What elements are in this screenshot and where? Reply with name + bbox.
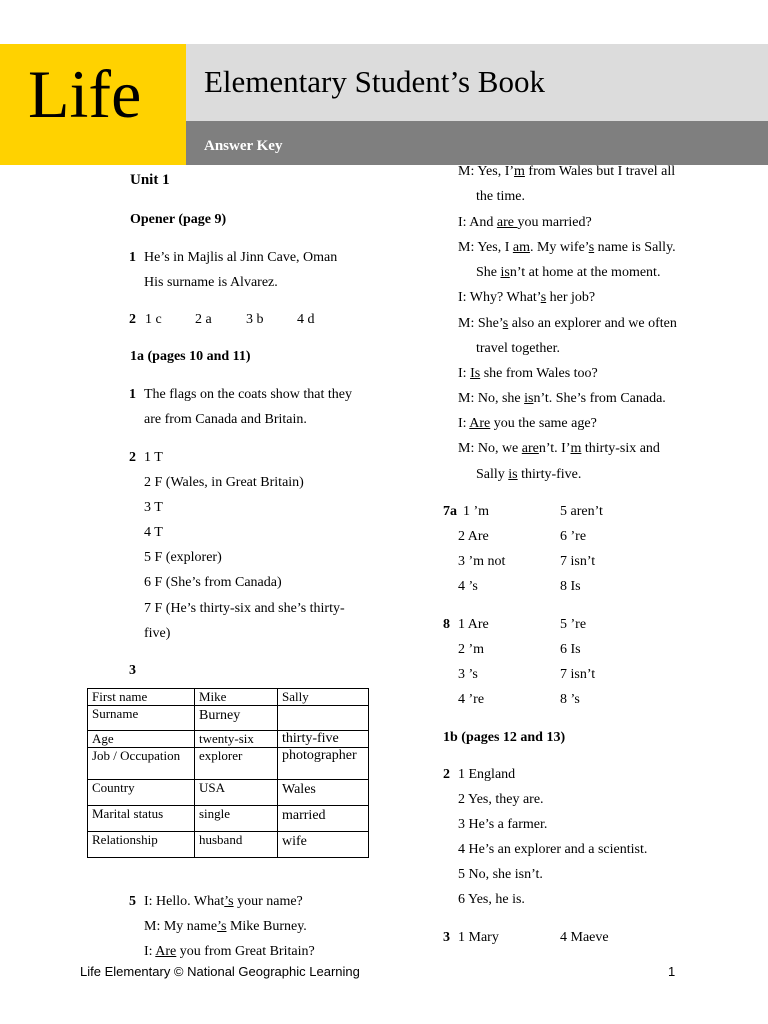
question-number: 3 [443, 930, 450, 945]
table-cell: USA [195, 780, 278, 806]
dialogue-line: M: Yes, I am. My wife’s name is Sally. [458, 240, 676, 255]
dialogue-line: M: My name’s Mike Burney. [144, 919, 307, 934]
answer-item: 2 Are [458, 529, 489, 544]
answer-item: 7 isn’t [560, 667, 596, 682]
dialogue-line: I: Why? What’s her job? [458, 290, 596, 305]
question-number: 2 [443, 767, 450, 782]
dialogue-line: She isn’t at home at the moment. [476, 265, 661, 280]
answer-item: 2 F (Wales, in Great Britain) [144, 475, 304, 490]
dialogue-line: travel together. [476, 341, 560, 356]
table-cell: single [195, 806, 278, 832]
answer-item: 1 ’m [463, 504, 490, 519]
answer-item: 4 ’re [458, 692, 485, 707]
answer-item: 6 Yes, he is. [458, 892, 525, 907]
table-row [88, 748, 369, 780]
answer-line: are from Canada and Britain. [144, 412, 307, 427]
answer-item: 7 isn’t [560, 554, 596, 569]
table-cell: Mike [195, 689, 278, 706]
answer-item: 3 T [144, 500, 163, 515]
table-cell [278, 706, 369, 731]
answer-item: 1 England [458, 767, 516, 782]
table-cell: Burney [195, 706, 278, 731]
answer-item: 6 Is [560, 642, 581, 657]
answer-item: 4 d [297, 312, 315, 327]
title-band [186, 44, 768, 121]
table-row [88, 780, 369, 806]
table-cell: twenty-six [195, 731, 278, 748]
answer-line: He’s in Majlis al Jinn Cave, Oman [144, 250, 338, 265]
unit-heading: Unit 1 [130, 172, 170, 188]
table-row [88, 689, 369, 706]
question-number: 3 [129, 663, 136, 678]
table-cell: Sally [278, 689, 369, 706]
answer-item: 5 F (explorer) [144, 550, 222, 565]
table-cell: Wales [278, 780, 369, 806]
answer-item: 8 Is [560, 579, 581, 594]
answer-item: 5 aren’t [560, 504, 603, 519]
dialogue-line: M: She’s also an explorer and we often [458, 316, 677, 331]
table-cell: married [278, 806, 369, 832]
answer-item: 4 T [144, 525, 163, 540]
page-number: 1 [668, 964, 676, 979]
answer-item: 3 ’m not [458, 554, 506, 569]
dialogue-line: I: Hello. What’s your name? [144, 894, 303, 909]
question-number: 1 [129, 250, 136, 265]
answer-line: His surname is Alvarez. [144, 275, 278, 290]
section-opener: Opener (page 9) [130, 212, 227, 227]
subtitle-band [186, 121, 768, 165]
table-row [88, 806, 369, 832]
dialogue-line: the time. [476, 189, 525, 204]
question-number: 7a [443, 504, 457, 519]
section-1a: 1a (pages 10 and 11) [130, 349, 251, 364]
answer-item: 1 T [144, 450, 163, 465]
table-row [88, 731, 369, 748]
answer-item: 1 c [145, 312, 162, 327]
dialogue-line: I: Is she from Wales too? [458, 366, 598, 381]
table-cell: Country [88, 780, 195, 806]
answer-item: five) [144, 626, 171, 641]
answer-item: 3 He’s a farmer. [458, 817, 548, 832]
question-number: 8 [443, 617, 450, 632]
answer-item: 8 ’s [560, 692, 580, 707]
table-cell: husband [195, 832, 278, 858]
table-cell: First name [88, 689, 195, 706]
table-row [88, 832, 369, 858]
answer-line: The flags on the coats show that they [144, 387, 353, 402]
table-cell: Job / Occupation [88, 748, 195, 780]
answer-item: 1 Are [458, 617, 489, 632]
answer-item: 4 ’s [458, 579, 478, 594]
dialogue-line: M: Yes, I’m from Wales but I travel all [458, 164, 676, 179]
answer-item: 4 Maeve [560, 930, 609, 945]
answer-item: 7 F (He’s thirty-six and she’s thirty- [144, 601, 345, 616]
dialogue-line: Sally is thirty-five. [476, 467, 582, 482]
question-number: 1 [129, 387, 136, 402]
table-cell: wife [278, 832, 369, 858]
dialogue-line: M: No, she isn’t. She’s from Canada. [458, 391, 666, 406]
answer-item: 3 b [246, 312, 264, 327]
dialogue-line: I: Are you from Great Britain? [144, 944, 315, 959]
dialogue-line: I: Are you the same age? [458, 416, 597, 431]
table-cell: thirty-five [278, 731, 369, 748]
answer-item: 1 Mary [458, 930, 499, 945]
table-row [88, 706, 369, 731]
answer-item: 3 ’s [458, 667, 478, 682]
question-number: 2 [129, 312, 136, 327]
profile-table [87, 688, 369, 858]
answer-item: 4 He’s an explorer and a scientist. [458, 842, 648, 857]
table-cell: Surname [88, 706, 195, 731]
section-1b: 1b (pages 12 and 13) [443, 730, 566, 745]
page-title: Elementary Student’s Book [204, 64, 545, 99]
table-cell: Relationship [88, 832, 195, 858]
table-cell: Age [88, 731, 195, 748]
answer-item: 5 No, she isn’t. [458, 867, 543, 882]
table-cell: explorer [195, 748, 278, 780]
answer-item: 2 ’m [458, 642, 485, 657]
question-number: 2 [129, 450, 136, 465]
answer-item: 6 F (She’s from Canada) [144, 575, 282, 590]
table-cell: Marital status [88, 806, 195, 832]
table-cell: photographer [278, 748, 369, 780]
page-subtitle: Answer Key [204, 138, 283, 154]
answer-item: 5 ’re [560, 617, 587, 632]
answer-item: 2 Yes, they are. [458, 792, 544, 807]
dialogue-line: M: No, we aren’t. I’m thirty-six and [458, 441, 660, 456]
answer-item: 2 a [195, 312, 212, 327]
footer-copyright: Life Elementary © National Geographic Learning [80, 964, 360, 979]
question-number: 5 [129, 894, 136, 909]
logo: Life [28, 56, 142, 132]
dialogue-line: I: And are you married? [458, 215, 592, 230]
answer-item: 6 ’re [560, 529, 587, 544]
